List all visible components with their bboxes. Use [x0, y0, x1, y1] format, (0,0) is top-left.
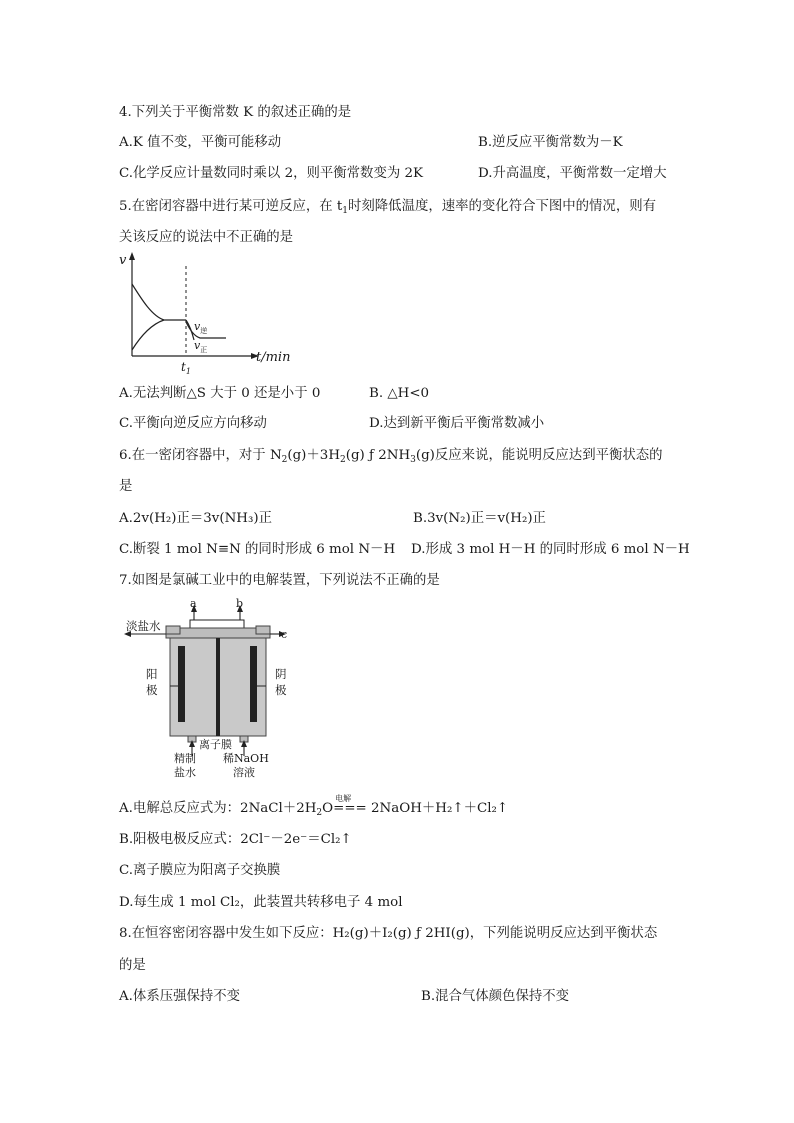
q7-option-d: D.每生成 1 mol Cl₂，此装置共转移电子 4 mol [119, 895, 403, 910]
v-curve-decreasing [132, 284, 186, 320]
q6-stem-line1: 6.在一密闭容器中，对于 $N_2(g)+3H_2(g)$ ƒ $2NH_3(g)$反应来说，能说明反应达到平衡状态的 [119, 448, 663, 465]
q5-stem-line2: 关该反应的说法中不正确的是 [119, 230, 294, 245]
q4-option-d: D.升高温度，平衡常数一定增大 [478, 166, 667, 181]
label-anode-1: 阳 [146, 667, 158, 681]
cathode-electrode [250, 646, 257, 722]
q7-option-b: B.阳极电极反应式：2Cl⁻－2e⁻＝Cl₂↑ [119, 832, 352, 847]
q4-option-a: A.K 值不变，平衡可能移动 [119, 135, 282, 150]
v-rev-label: $v_逆$ [194, 320, 208, 335]
q6-stem-line2: 是 [119, 479, 133, 494]
q6-option-d: D.形成 3 mol H－H 的同时形成 6 mol N－H [411, 542, 690, 557]
q6-option-b: B.3v(N₂)正＝v(H₂)正 [413, 511, 546, 526]
q7-stem: 7.如图是氯碱工业中的电解装置，下列说法不正确的是 [119, 573, 440, 588]
y-axis-label: v [119, 253, 127, 268]
label-dilute-brine: 淡盐水 [126, 619, 161, 633]
label-refined-2: 盐水 [174, 766, 196, 779]
label-b: b [236, 597, 244, 610]
x-axis-label: t/min [256, 350, 291, 365]
label-naoh-2: 溶液 [233, 766, 255, 779]
q6-option-c: C.断裂 1 mol N≡N 的同时形成 6 mol N－H [119, 542, 396, 557]
label-cathode-1: 阴 [275, 667, 287, 681]
anode-electrode [178, 646, 185, 722]
electrolysis-diagram [120, 596, 300, 784]
q8-stem-line2: 的是 [119, 958, 146, 973]
q5-option-d: D.达到新平衡后平衡常数减小 [369, 416, 545, 431]
q4-option-b: B.逆反应平衡常数为－K [478, 135, 623, 150]
q8-option-a: A.体系压强保持不变 [119, 989, 241, 1004]
q7-option-a: A.电解总反应式为：$2NaCl+2H_2O$ 电解 === 2NaOH＋H₂↑＋Cl₂↑ [119, 794, 509, 818]
q8-stem-line1: 8.在恒容密闭容器中发生如下反应：H₂(g)＋I₂(g) ƒ 2HI(g)，下列能说明反应达到平衡状态 [119, 926, 658, 941]
label-membrane: 离子膜 [199, 738, 232, 751]
t1-label: $t_1$ [181, 360, 191, 376]
v-curve-increasing [132, 320, 164, 350]
q6-option-a: A.2v(H₂)正＝3v(NH₃)正 [119, 511, 272, 526]
label-naoh-1: 稀NaOH [223, 752, 269, 765]
q4-stem: 4.下列关于平衡常数 K 的叙述正确的是 [119, 105, 352, 120]
y-axis-arrow [129, 252, 135, 260]
q5-stem-line1: 5.在密闭容器中进行某可逆反应，在 $t_1$时刻降低温度，速率的变化符合下图中的情况，则有 [119, 199, 656, 216]
q8-option-b: B.混合气体颜色保持不变 [421, 989, 570, 1004]
q4-option-c: C.化学反应计量数同时乘以 2，则平衡常数变为 2K [119, 166, 424, 181]
v-fwd-label: $v_正$ [194, 339, 208, 354]
rate-time-graph [114, 250, 304, 376]
q7-option-c: C.离子膜应为阳离子交换膜 [119, 863, 281, 878]
label-refined-1: 精制 [174, 752, 196, 765]
label-anode-2: 极 [146, 683, 158, 697]
label-c: c [281, 628, 288, 641]
q5-option-a: A.无法判断△S 大于 0 还是小于 0 [119, 386, 321, 401]
label-cathode-2: 极 [275, 683, 287, 697]
q5-option-b: B. △H<0 [369, 386, 430, 401]
label-a: a [190, 597, 197, 610]
ion-membrane [216, 638, 220, 736]
q5-option-c: C.平衡向逆反应方向移动 [119, 416, 267, 431]
